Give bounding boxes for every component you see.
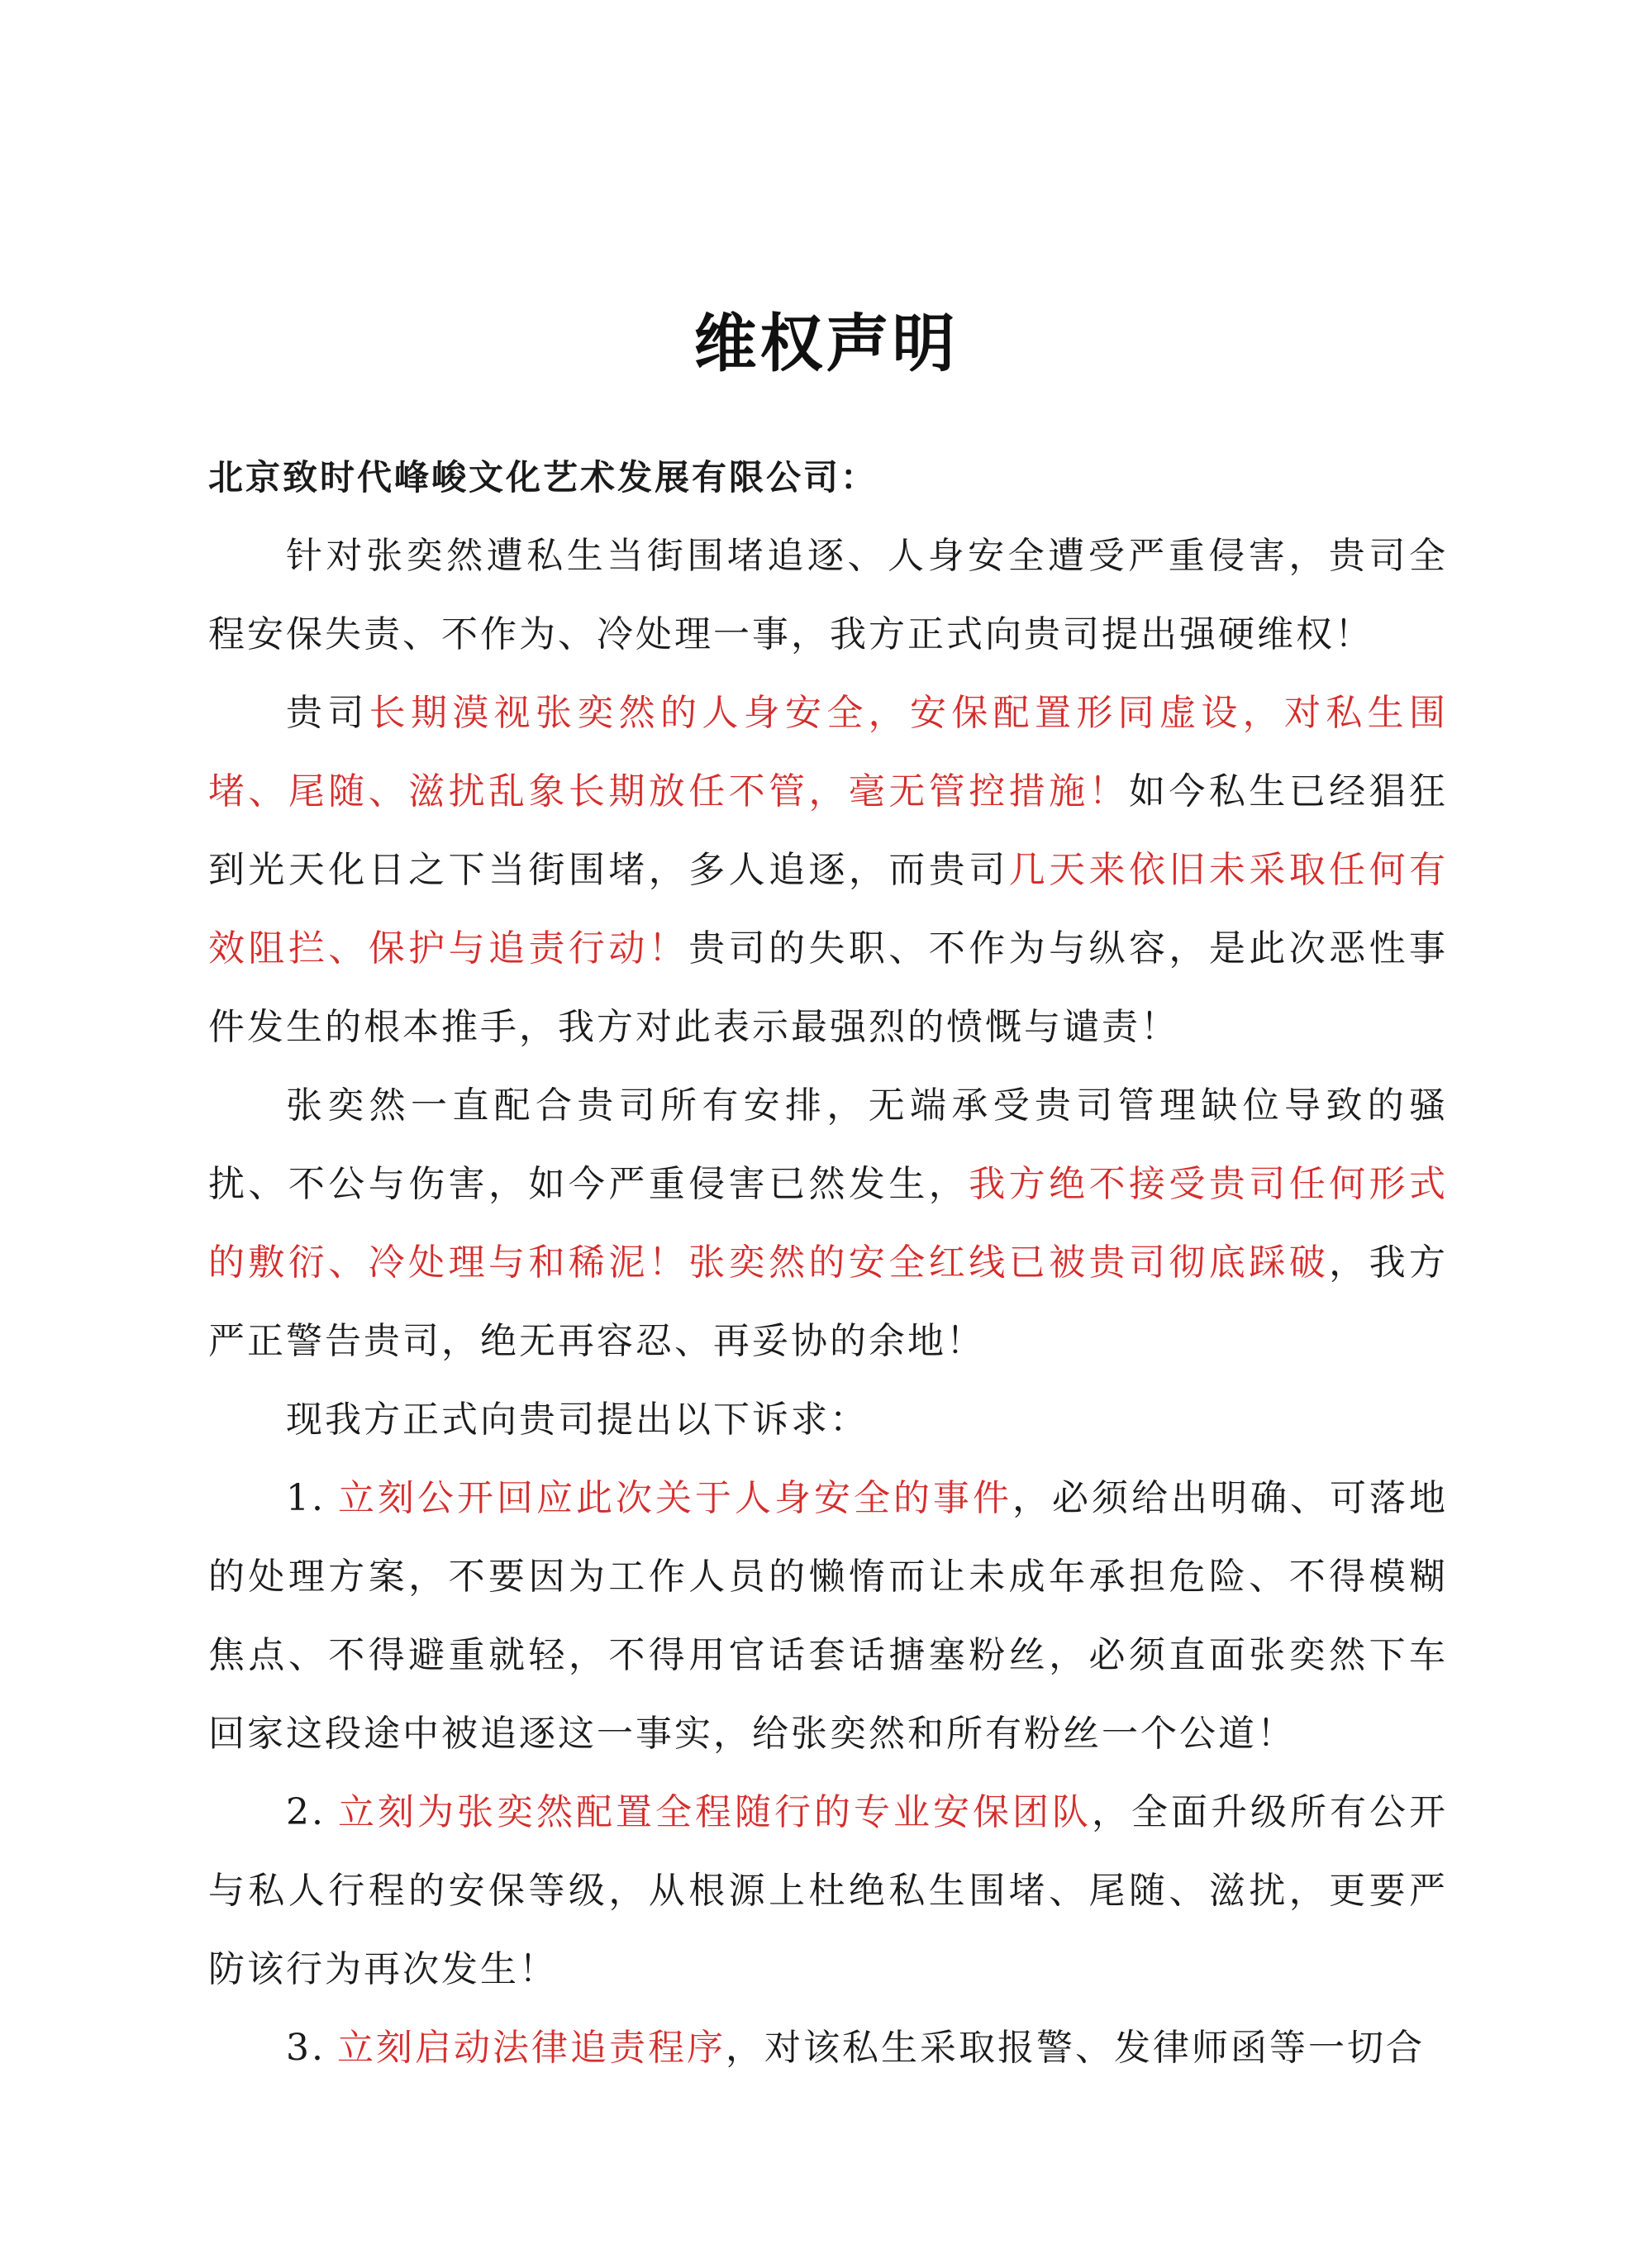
addressee: 北京致时代峰峻文化艺术发展有限公司：	[208, 457, 878, 498]
paragraph-text: ，我方严正警告贵司，绝无再容忍、再妥协的余地！	[208, 1241, 1449, 1362]
highlighted-text: 立刻公开回应此次关于人身安全的事件	[336, 1477, 1012, 1519]
paragraph-intro	[208, 517, 1448, 674]
highlighted-text: 立刻启动法律追责程序	[336, 2027, 726, 2069]
paragraph-text: 贵司	[286, 692, 369, 734]
document-title: 维权声明	[693, 307, 959, 380]
demand-number: 1.	[286, 1477, 326, 1519]
demand-number: 2.	[286, 1791, 326, 1833]
paragraph-demands-intro	[208, 1380, 1448, 1459]
paragraph-text: 张奕然一直配合贵司所有安排，无端承受贵司管理缺位导致的骚扰、不公与伤害，如今严重侵害已然发生，	[208, 1084, 1448, 1205]
highlighted-text: 我方绝不接受贵司任何形式的敷衍、冷处理与和稀泥！张奕然的安全红线已被贵司彻底踩破	[208, 1163, 1449, 1284]
paragraph-text: 现我方正式向贵司提出以下诉求：	[286, 1399, 869, 1441]
demand-item	[208, 2009, 1448, 2087]
paragraph-text: ，必须给出明确、可落地的处理方案，不要因为工作人员的懒惰而让未成年承担危险、不得模糊焦点、不得避重就轻，不得用官话套话搪塞粉丝，必须直面张奕然下车回家这段途中被追逐这一事实，给张奕然和所有粉丝一个公道！	[208, 1477, 1449, 1755]
demand-number: 3.	[286, 2027, 326, 2069]
paragraph-warning	[208, 1066, 1448, 1380]
highlighted-text: 立刻为张奕然配置全程随行的专业安保团队	[336, 1791, 1092, 1833]
highlighted-text: 长期漠视张奕然的人身安全，安保配置形同虚设，对私生围堵、尾随、滋扰乱象长期放任不管，毫无管控措施！	[208, 692, 1449, 813]
paragraph-text: ，对该私生采取报警、发律师函等一切合	[725, 2027, 1425, 2069]
paragraph-text: 如今私生已经猖狂到光天化日之下当街围堵，多人追逐，而贵司	[208, 770, 1449, 891]
highlighted-text: 几天来依旧未采取任何有效阻拦、保护与追责行动！	[208, 849, 1449, 970]
paragraph-text: 贵司的失职、不作为与纵容，是此次恶性事件发生的根本推手，我方对此表示最强烈的愤慨与谴责！	[208, 927, 1449, 1048]
document-body	[208, 438, 1448, 2087]
paragraph-text: 针对张奕然遭私生当街围堵追逐、人身安全遭受严重侵害，贵司全程安保失责、不作为、冷处理一事，我方正式向贵司提出强硬维权！	[208, 535, 1448, 655]
demand-item	[208, 1459, 1448, 1773]
paragraph-accusation	[208, 674, 1448, 1066]
paragraph-text: ，全面升级所有公开与私人行程的安保等级，从根源上杜绝私生围堵、尾随、滋扰，更要严防该行为再次发生！	[208, 1791, 1449, 1990]
demand-item	[208, 1773, 1448, 2009]
